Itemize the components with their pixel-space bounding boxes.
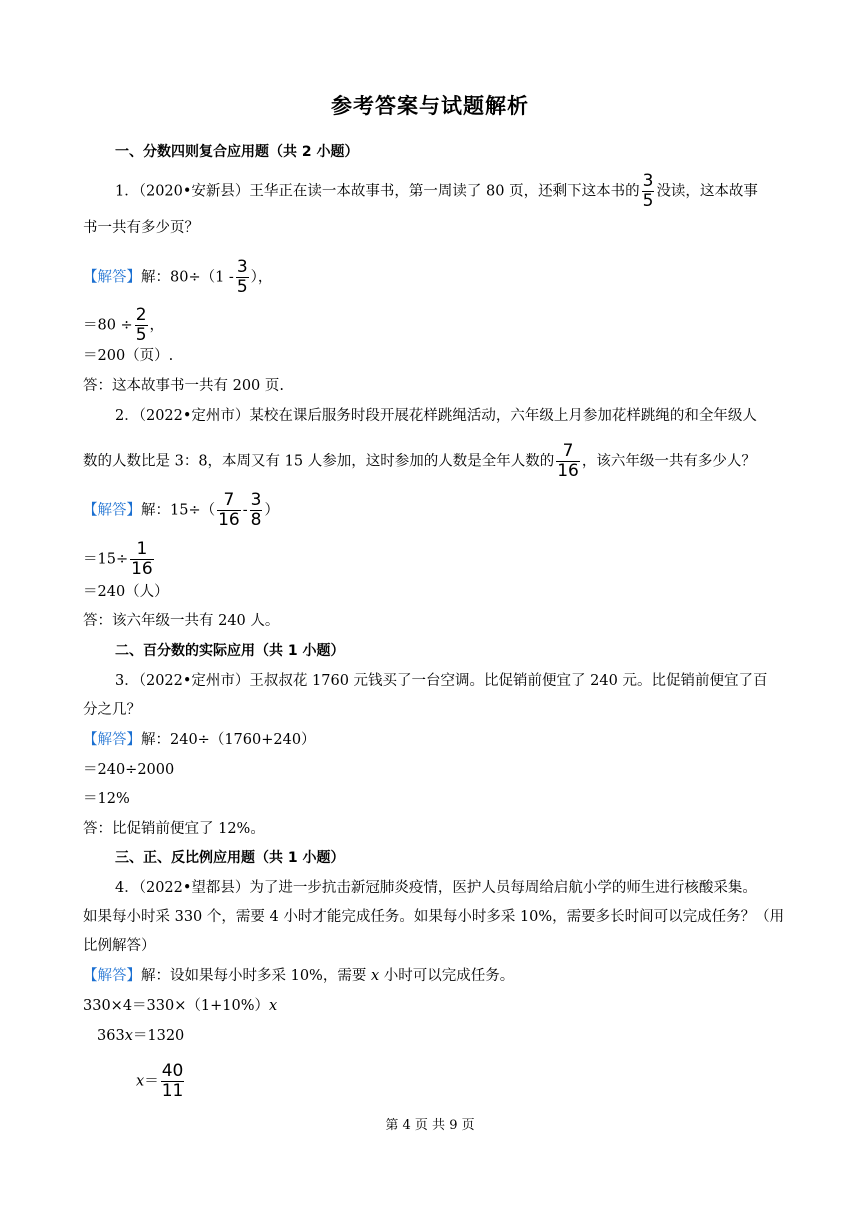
solution-text: ） bbox=[264, 502, 279, 519]
denominator: 16 bbox=[218, 510, 240, 530]
q4-solution-line-4 bbox=[136, 1063, 186, 1100]
fraction bbox=[217, 492, 241, 529]
numerator: 3 bbox=[642, 171, 654, 191]
fraction bbox=[135, 307, 148, 344]
page-title: 参考答案与试题解析 bbox=[331, 94, 529, 118]
fraction bbox=[250, 492, 263, 529]
variable-x: x bbox=[268, 998, 278, 1014]
question-4-line-3: 比例解答） bbox=[83, 938, 156, 954]
fraction bbox=[556, 443, 580, 480]
q3-solution-line-1 bbox=[83, 730, 316, 750]
q4-solution-line-2 bbox=[83, 996, 277, 1016]
section-heading: 三、正、反比例应用题（共 1 小题） bbox=[115, 850, 345, 866]
denominator: 16 bbox=[557, 461, 579, 481]
question-2-line-1: 2．（2022•定州市）某校在课后服务时段开展花样跳绳活动，六年级上月参加花样跳绳的和全年级人 bbox=[115, 408, 757, 424]
q4-solution-line-3 bbox=[97, 1026, 184, 1046]
solution-text: 363 bbox=[97, 1028, 125, 1044]
fraction bbox=[642, 173, 655, 210]
solution-text: ）， bbox=[250, 269, 273, 286]
numerator: 7 bbox=[223, 490, 235, 510]
numerator: 1 bbox=[136, 539, 148, 559]
question-4-line-1: 4．（2022•望都县）为了进一步抗击新冠肺炎疫情，医护人员每周给启航小学的师生进行核酸采集。 bbox=[115, 880, 757, 896]
fraction bbox=[130, 541, 154, 578]
answer-tag: 【解答】 bbox=[83, 269, 141, 286]
solution-text: ＝1320 bbox=[132, 1028, 185, 1044]
question-text: 没读，这本故事 bbox=[656, 183, 758, 200]
denominator: 5 bbox=[236, 277, 248, 297]
question-text: ，该六年级一共有多少人？ bbox=[581, 453, 756, 470]
fraction bbox=[236, 259, 249, 296]
question-1-line-1 bbox=[115, 173, 758, 210]
denominator: 11 bbox=[161, 1081, 184, 1101]
q2-answer: 答：该六年级一共有 240 人。 bbox=[83, 613, 280, 629]
answer-tag: 【解答】 bbox=[83, 502, 141, 519]
variable-x: x bbox=[370, 968, 380, 984]
q3-solution-line-3: ＝12% bbox=[83, 791, 130, 807]
equals-sign: ＝ bbox=[144, 1073, 159, 1090]
numerator: 3 bbox=[236, 257, 248, 277]
denominator: 8 bbox=[250, 510, 262, 530]
solution-text: 解：设如果每小时多采 10%，需要 bbox=[141, 968, 367, 984]
fraction bbox=[161, 1063, 185, 1100]
question-2-line-2 bbox=[83, 443, 756, 480]
question-3-line-2: 分之几？ bbox=[83, 702, 141, 718]
q4-solution-line-1 bbox=[83, 966, 514, 986]
section-heading: 二、百分数的实际应用（共 1 小题） bbox=[115, 643, 345, 659]
q1-solution-line-3: ＝200（页）. bbox=[83, 348, 174, 364]
q2-solution-line-1 bbox=[83, 492, 279, 529]
denominator: 5 bbox=[135, 325, 147, 345]
page-footer: 第 4 页 共 9 页 bbox=[385, 1118, 475, 1133]
q1-answer: 答：这本故事书一共有 200 页. bbox=[83, 378, 285, 394]
solution-text: 小时可以完成任务。 bbox=[383, 968, 515, 984]
numerator: 3 bbox=[250, 490, 262, 510]
solution-text: ＝15÷ bbox=[83, 551, 129, 568]
variable-x: x bbox=[124, 1028, 133, 1044]
question-4-line-2: 如果每小时采 330 个，需要 4 小时才能完成任务。如果每小时多采 10%，需要多长时间可以完成任务？（用 bbox=[83, 909, 785, 925]
numerator: 7 bbox=[562, 441, 574, 461]
denominator: 16 bbox=[131, 559, 153, 579]
denominator: 5 bbox=[642, 191, 654, 211]
numerator: 40 bbox=[161, 1061, 184, 1081]
solution-text: ＝80 ÷ bbox=[83, 317, 133, 334]
solution-text: 解：240÷（1760+240） bbox=[141, 732, 316, 748]
numerator: 2 bbox=[135, 305, 147, 325]
solution-text: 解：80÷（1 - bbox=[141, 269, 234, 286]
solution-text: 解：15÷（ bbox=[141, 502, 216, 519]
q2-solution-line-2 bbox=[83, 541, 156, 578]
answer-tag: 【解答】 bbox=[83, 968, 141, 984]
q1-solution-line-2 bbox=[83, 307, 164, 344]
q1-solution-line-1 bbox=[83, 259, 272, 296]
solution-text: 330×4＝330×（1+10%） bbox=[83, 998, 269, 1014]
question-text: 数的人数比是 3：8，本周又有 15 人参加，这时参加的人数是全年人数的 bbox=[83, 453, 555, 470]
section-heading: 一、分数四则复合应用题（共 2 小题） bbox=[115, 144, 359, 160]
solution-text: ， bbox=[149, 317, 165, 334]
q3-solution-line-2: ＝240÷2000 bbox=[83, 762, 175, 778]
q2-solution-line-3: ＝240（人） bbox=[83, 584, 169, 600]
q3-answer: 答：比促销前便宜了 12%。 bbox=[83, 821, 265, 837]
question-text: 1．（2020•安新县）王华正在读一本故事书，第一周读了 80 页，还剩下这本书的 bbox=[115, 183, 640, 200]
answer-tag: 【解答】 bbox=[83, 732, 141, 748]
question-1-line-2: 书一共有多少页？ bbox=[83, 220, 199, 236]
question-3-line-1: 3．（2022•定州市）王叔叔花 1760 元钱买了一台空调。比促销前便宜了 240 元。比促销前便宜了百 bbox=[115, 673, 768, 689]
minus-sign: - bbox=[242, 502, 248, 519]
variable-x: x bbox=[136, 1073, 145, 1090]
